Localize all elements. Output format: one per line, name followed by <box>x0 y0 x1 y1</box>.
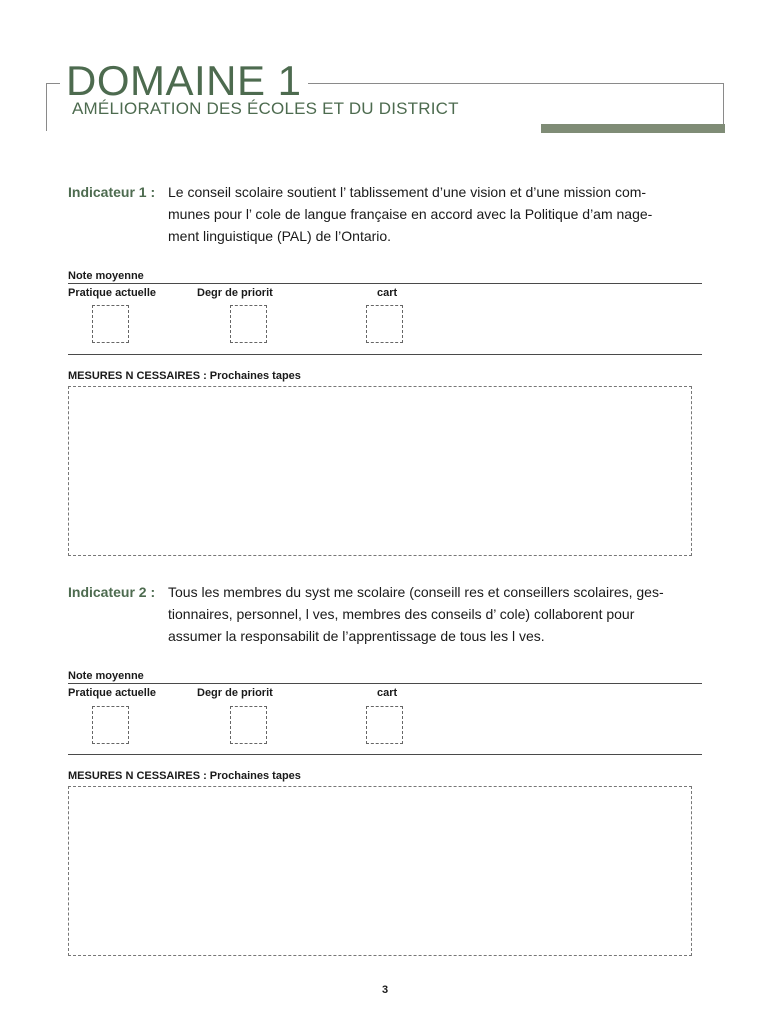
domain-subtitle: AMÉLIORATION DES ÉCOLES ET DU DISTRICT <box>72 99 459 118</box>
indicator-1-line-2: munes pour l’ cole de langue française en accord avec la Politique d’am nage- <box>168 206 653 222</box>
indicator-2-col-gap: cart <box>377 687 398 699</box>
indicator-2-text <box>168 581 698 647</box>
indicator-2-measures-label: MESURES N CESSAIRES : Prochaines tapes <box>68 770 301 782</box>
indicator-2-bottom-rule <box>68 754 702 755</box>
indicator-2-priority-box[interactable] <box>230 706 267 744</box>
indicator-1-note-label: Note moyenne <box>68 270 144 282</box>
indicator-1-line-1: Le conseil scolaire soutient l’ tablissement d’une vision et d’une mission com- <box>168 184 647 200</box>
indicator-1-col-gap: cart <box>377 287 398 299</box>
page-number: 3 <box>381 984 389 996</box>
indicator-2-label: Indicateur 2 : <box>68 584 156 600</box>
indicator-1-measures-label: MESURES N CESSAIRES : Prochaines tapes <box>68 370 301 382</box>
indicator-1-label: Indicateur 1 : <box>68 184 156 200</box>
indicator-2-top-rule <box>68 683 702 684</box>
indicator-2-gap-box[interactable] <box>366 706 403 744</box>
indicator-2-line-1: Tous les membres du syst me scolaire (conseill res et conseillers scolaires, ges- <box>168 584 664 600</box>
indicator-1-measures-field[interactable] <box>68 386 692 556</box>
indicator-1-col-current-practice: Pratique actuelle <box>68 287 157 299</box>
indicator-2-col-current-practice: Pratique actuelle <box>68 687 157 699</box>
indicator-2-note-label: Note moyenne <box>68 670 144 682</box>
indicator-1-col-priority: Degr de priorit <box>197 287 273 299</box>
indicator-2-line-3: assumer la responsabilit de l’apprentissage de tous les l ves. <box>168 628 545 644</box>
indicator-2-col-priority: Degr de priorit <box>197 687 273 699</box>
indicator-1-line-3: ment linguistique (PAL) de l’Ontario. <box>168 228 392 244</box>
domain-title: DOMAINE 1 <box>60 58 308 104</box>
indicator-1-text <box>168 181 698 247</box>
indicator-2-current-practice-box[interactable] <box>92 706 129 744</box>
indicator-1-gap-box[interactable] <box>366 305 403 343</box>
indicator-1-bottom-rule <box>68 354 702 355</box>
indicator-1-priority-box[interactable] <box>230 305 267 343</box>
header-accent-bar <box>541 124 725 133</box>
indicator-2-measures-field[interactable] <box>68 786 692 956</box>
indicator-1-current-practice-box[interactable] <box>92 305 129 343</box>
indicator-2-line-2: tionnaires, personnel, l ves, membres des conseils d’ cole) collaborent pour <box>168 606 635 622</box>
indicator-1-top-rule <box>68 283 702 284</box>
